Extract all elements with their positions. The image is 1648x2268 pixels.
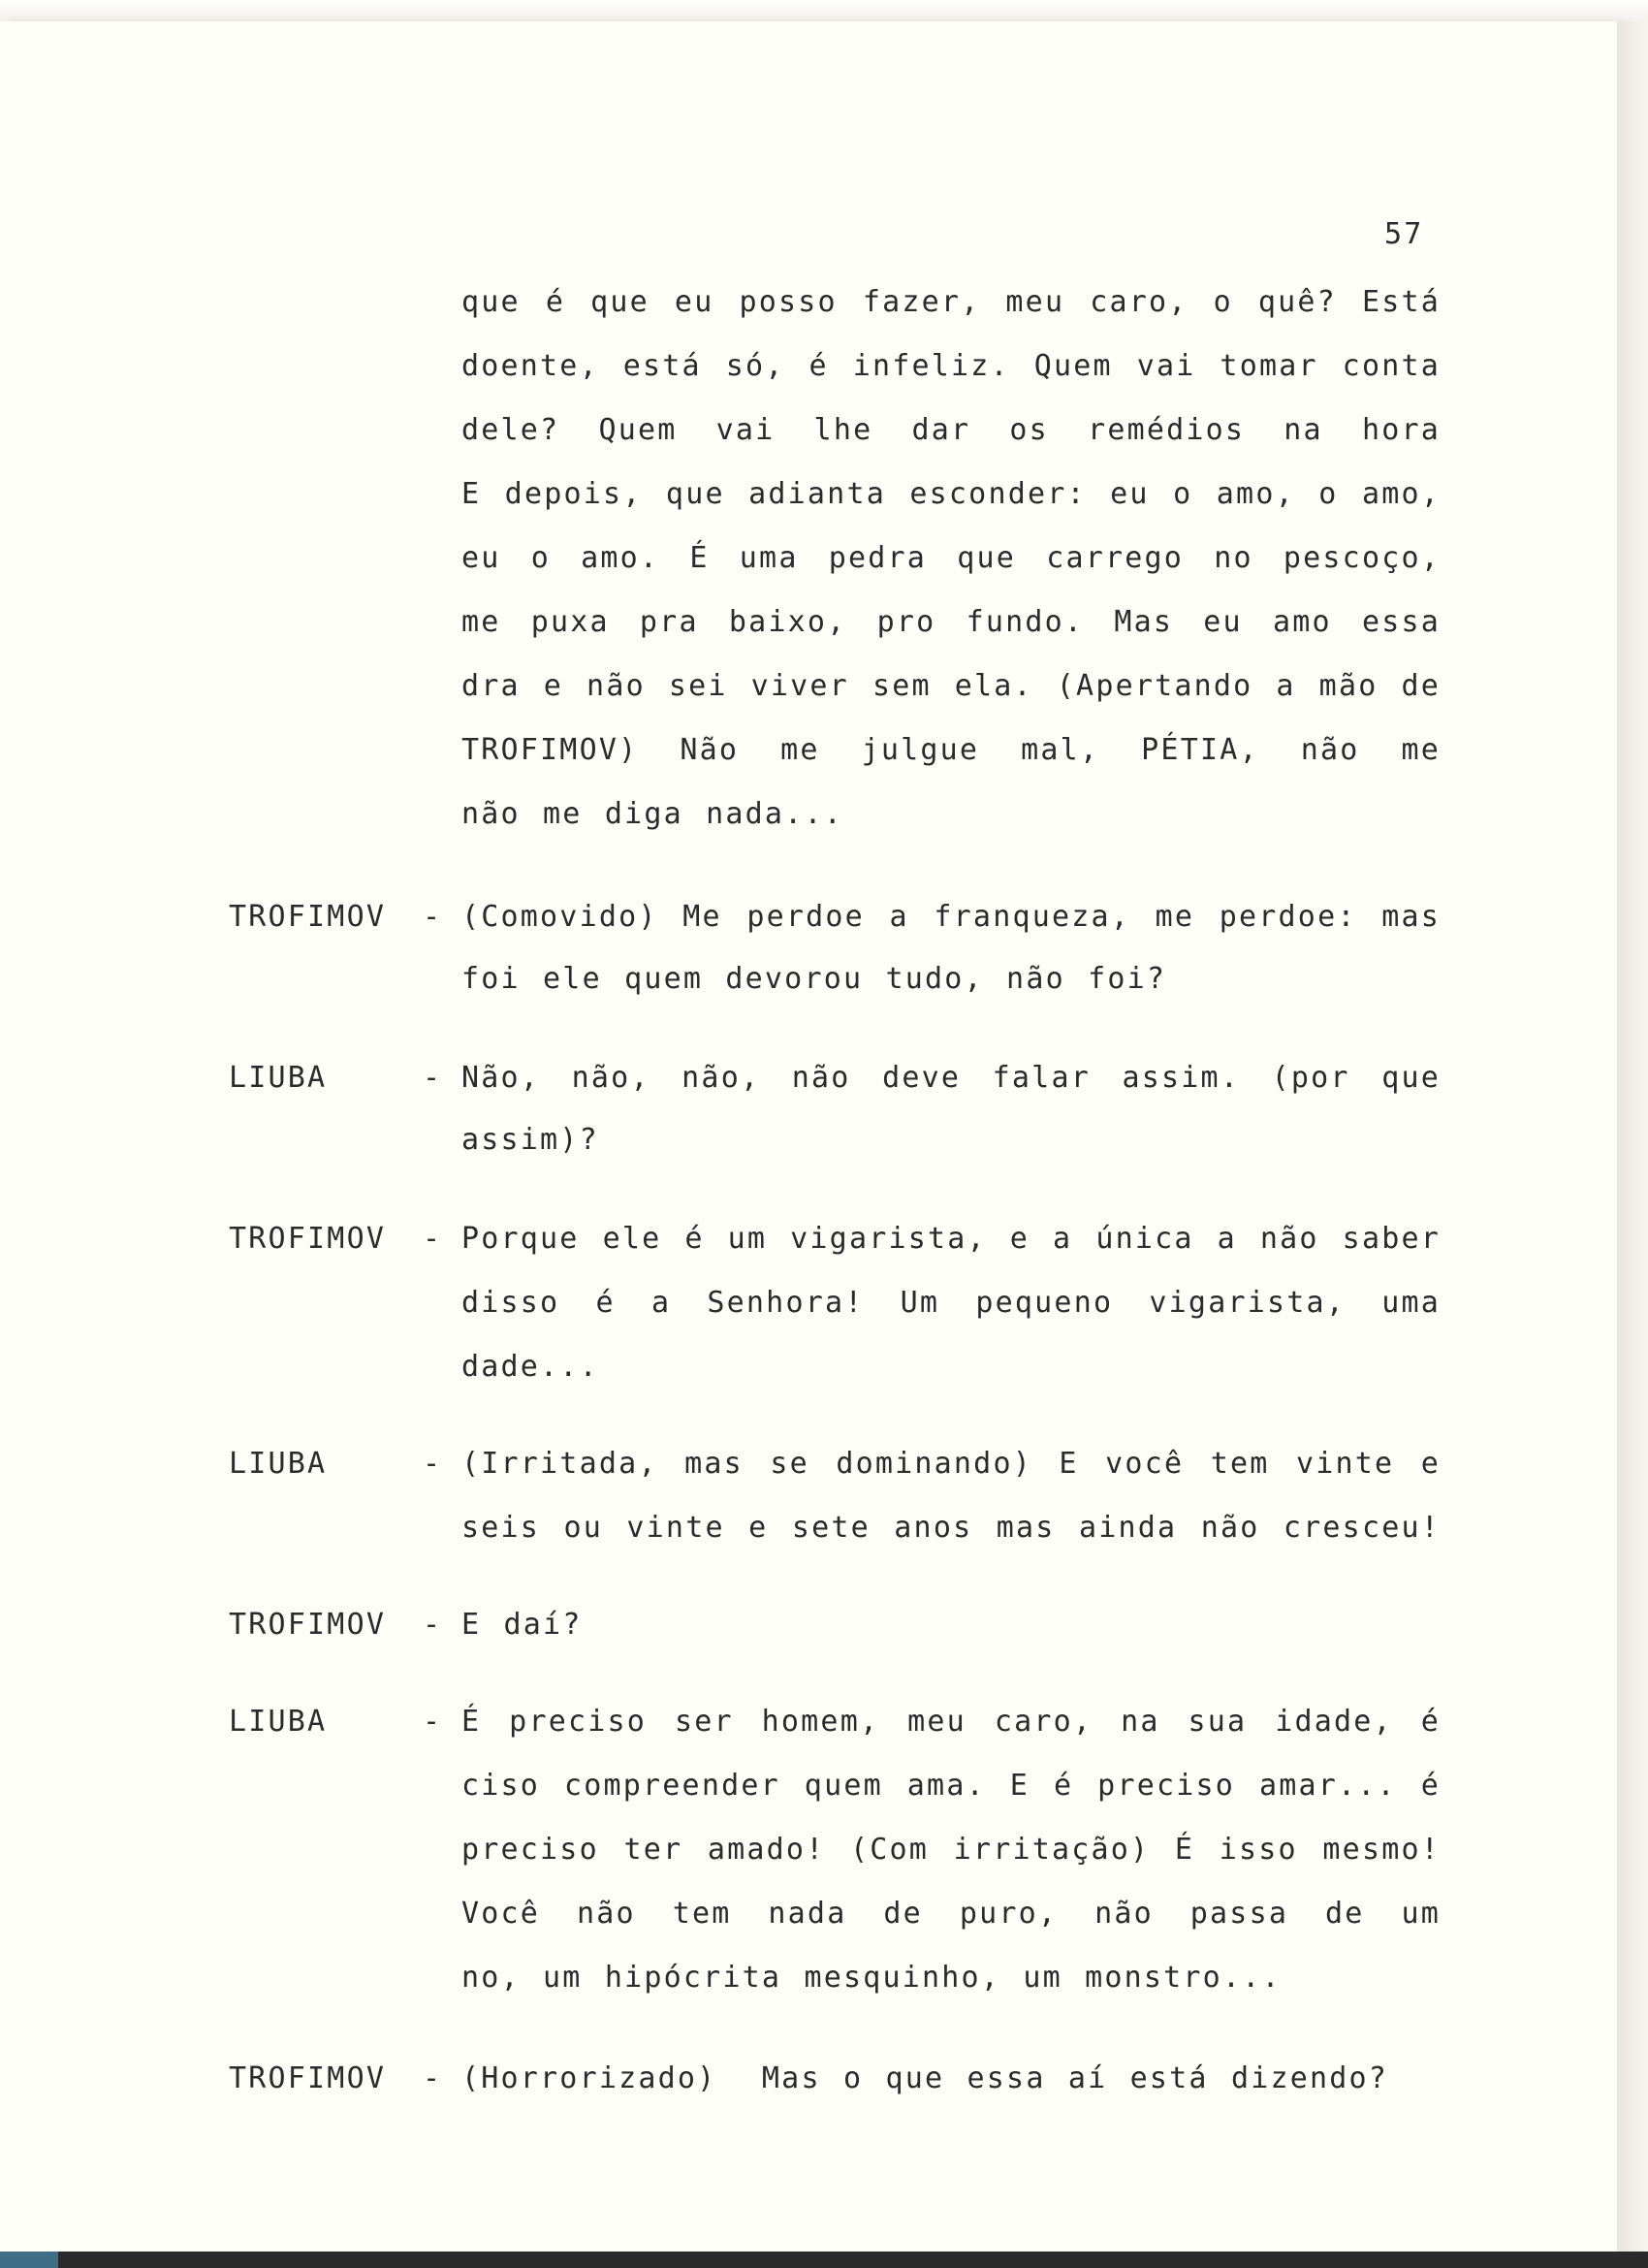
speaker-dash: - <box>423 1705 443 1739</box>
speech-line: ciso compreender quem ama. E é preciso amar... é <box>461 1769 1441 1803</box>
scan-top-edge <box>0 0 1648 23</box>
speaker-name: LIUBA <box>229 1447 328 1481</box>
speaker-dash: - <box>423 1447 443 1481</box>
speech-line: dade... <box>461 1350 599 1384</box>
speaker-dash: - <box>423 1608 443 1642</box>
speaker-dash: - <box>423 2061 443 2095</box>
scan-right-edge <box>1617 21 1648 2268</box>
speech-line: dele? Quem vai lhe dar os remédios na hora <box>461 413 1441 447</box>
speech-line: Porque ele é um vigarista, e a única a não saber <box>461 1222 1441 1256</box>
speech-line: foi ele quem devorou tudo, não foi? <box>461 962 1167 996</box>
speaker-dash: - <box>423 900 443 934</box>
speaker-name: LIUBA <box>229 1705 328 1739</box>
page-number: 57 <box>1384 217 1424 251</box>
speech-line: preciso ter amado! (Com irritação) É isso mesmo! <box>461 1833 1441 1867</box>
speech-line: doente, está só, é infeliz. Quem vai tomar conta <box>461 349 1441 383</box>
speech-line: que é que eu posso fazer, meu caro, o quê? Está <box>461 285 1441 319</box>
speech-line: (Comovido) Me perdoe a franqueza, me perdoe: mas <box>461 900 1441 934</box>
speech-line: (Horrorizado) Mas o que essa aí está dizendo? <box>461 2061 1389 2095</box>
speech-line: E daí? <box>461 1608 583 1642</box>
speech-line: seis ou vinte e sete anos mas ainda não cresceu! <box>461 1511 1441 1545</box>
speech-line: É preciso ser homem, meu caro, na sua idade, é <box>461 1705 1441 1739</box>
speaker-dash: - <box>423 1222 443 1256</box>
speech-line: dra e não sei viver sem ela. (Apertando a mão de <box>461 669 1441 703</box>
speech-line: eu o amo. É uma pedra que carrego no pescoço, <box>461 541 1441 575</box>
scan-bottom-edge <box>0 2252 1648 2268</box>
speech-line: Você não tem nada de puro, não passa de um <box>461 1897 1441 1931</box>
speech-line: não me diga nada... <box>461 797 843 831</box>
speech-line: me puxa pra baixo, pro fundo. Mas eu amo essa <box>461 605 1441 639</box>
speaker-name: TROFIMOV <box>229 1608 387 1642</box>
speech-line: Não, não, não, não deve falar assim. (por que <box>461 1061 1441 1095</box>
speaker-name: LIUBA <box>229 1061 328 1095</box>
speech-line: E depois, que adianta esconder: eu o amo, o amo, <box>461 477 1441 511</box>
speaker-name: TROFIMOV <box>229 2061 387 2095</box>
speech-line: disso é a Senhora! Um pequeno vigarista, uma <box>461 1286 1441 1320</box>
speech-line: TROFIMOV) Não me julgue mal, PÉTIA, não me <box>461 733 1441 767</box>
speech-line: no, um hipócrita mesquinho, um monstro... <box>461 1961 1282 1995</box>
speaker-name: TROFIMOV <box>229 1222 387 1256</box>
scan-bottom-left-marker <box>0 2252 58 2268</box>
speech-line: assim)? <box>461 1123 599 1157</box>
speaker-dash: - <box>423 1061 443 1095</box>
speaker-name: TROFIMOV <box>229 900 387 934</box>
speech-line: (Irritada, mas se dominando) E você tem vinte e <box>461 1447 1441 1481</box>
